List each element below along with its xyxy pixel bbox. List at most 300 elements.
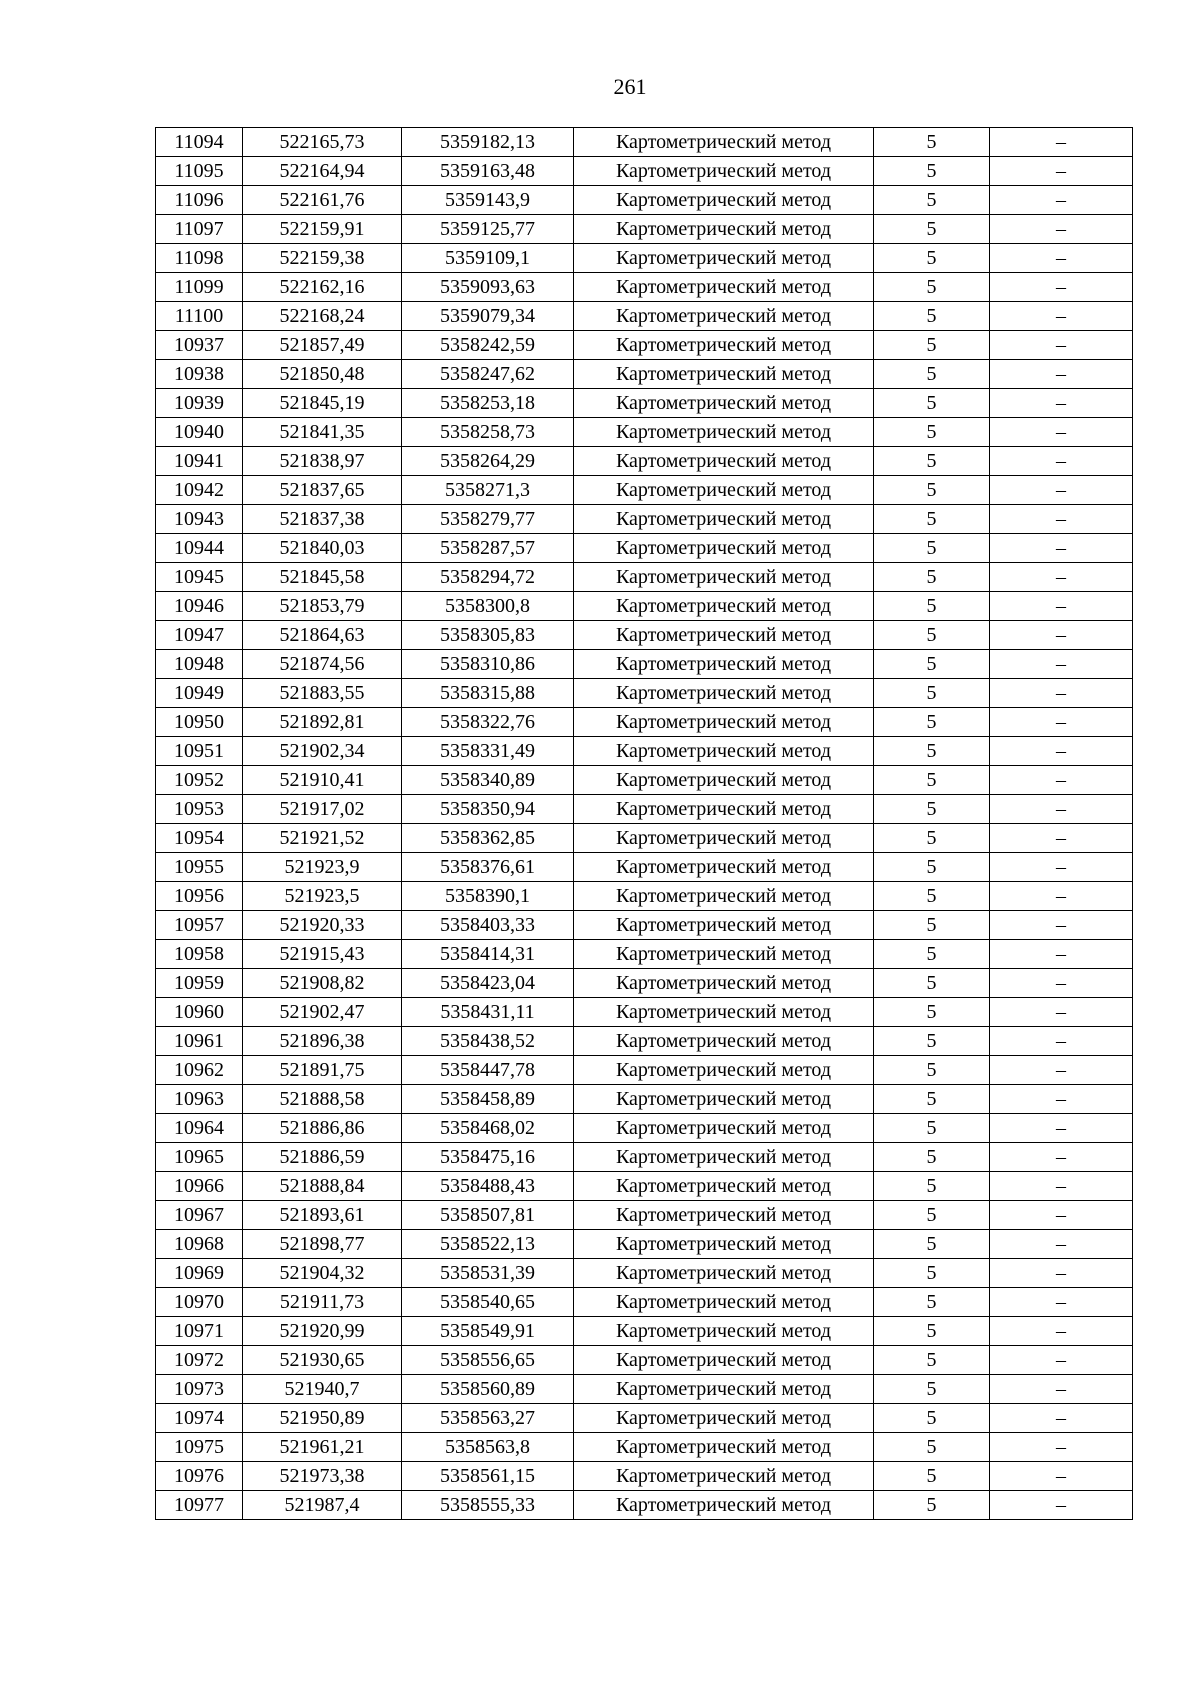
method-cell: Картометрический метод bbox=[574, 505, 874, 534]
point-number-cell: 11097 bbox=[156, 215, 243, 244]
x-coordinate-cell: 521908,82 bbox=[243, 969, 402, 998]
note-cell: – bbox=[990, 911, 1133, 940]
method-cell: Картометрический метод bbox=[574, 1288, 874, 1317]
note-cell: – bbox=[990, 331, 1133, 360]
table-row bbox=[156, 505, 1133, 534]
accuracy-cell: 5 bbox=[874, 1027, 990, 1056]
note-cell: – bbox=[990, 766, 1133, 795]
x-coordinate-cell: 521888,84 bbox=[243, 1172, 402, 1201]
x-coordinate-cell: 521845,58 bbox=[243, 563, 402, 592]
table-row bbox=[156, 1201, 1133, 1230]
table-row bbox=[156, 534, 1133, 563]
point-number-cell: 10945 bbox=[156, 563, 243, 592]
y-coordinate-cell: 5358531,39 bbox=[402, 1259, 574, 1288]
y-coordinate-cell: 5358423,04 bbox=[402, 969, 574, 998]
method-cell: Картометрический метод bbox=[574, 621, 874, 650]
coordinates-table bbox=[155, 127, 1133, 1520]
table-row bbox=[156, 273, 1133, 302]
x-coordinate-cell: 521840,03 bbox=[243, 534, 402, 563]
point-number-cell: 10976 bbox=[156, 1462, 243, 1491]
x-coordinate-cell: 521893,61 bbox=[243, 1201, 402, 1230]
y-coordinate-cell: 5358390,1 bbox=[402, 882, 574, 911]
table-row bbox=[156, 1230, 1133, 1259]
point-number-cell: 10955 bbox=[156, 853, 243, 882]
note-cell: – bbox=[990, 389, 1133, 418]
table-row bbox=[156, 1404, 1133, 1433]
point-number-cell: 10937 bbox=[156, 331, 243, 360]
note-cell: – bbox=[990, 157, 1133, 186]
note-cell: – bbox=[990, 534, 1133, 563]
accuracy-cell: 5 bbox=[874, 1462, 990, 1491]
point-number-cell: 10946 bbox=[156, 592, 243, 621]
accuracy-cell: 5 bbox=[874, 911, 990, 940]
method-cell: Картометрический метод bbox=[574, 1085, 874, 1114]
y-coordinate-cell: 5358458,89 bbox=[402, 1085, 574, 1114]
table-row bbox=[156, 157, 1133, 186]
x-coordinate-cell: 522168,24 bbox=[243, 302, 402, 331]
y-coordinate-cell: 5358350,94 bbox=[402, 795, 574, 824]
note-cell: – bbox=[990, 1259, 1133, 1288]
table-row bbox=[156, 940, 1133, 969]
table-row bbox=[156, 1085, 1133, 1114]
method-cell: Картометрический метод bbox=[574, 1317, 874, 1346]
table-row bbox=[156, 1027, 1133, 1056]
note-cell: – bbox=[990, 1230, 1133, 1259]
accuracy-cell: 5 bbox=[874, 853, 990, 882]
accuracy-cell: 5 bbox=[874, 418, 990, 447]
point-number-cell: 10941 bbox=[156, 447, 243, 476]
point-number-cell: 10967 bbox=[156, 1201, 243, 1230]
point-number-cell: 11099 bbox=[156, 273, 243, 302]
table-row bbox=[156, 1433, 1133, 1462]
y-coordinate-cell: 5358556,65 bbox=[402, 1346, 574, 1375]
point-number-cell: 10940 bbox=[156, 418, 243, 447]
point-number-cell: 10953 bbox=[156, 795, 243, 824]
point-number-cell: 10944 bbox=[156, 534, 243, 563]
point-number-cell: 11098 bbox=[156, 244, 243, 273]
x-coordinate-cell: 522159,91 bbox=[243, 215, 402, 244]
method-cell: Картометрический метод bbox=[574, 853, 874, 882]
table-row bbox=[156, 1288, 1133, 1317]
y-coordinate-cell: 5358563,27 bbox=[402, 1404, 574, 1433]
note-cell: – bbox=[990, 969, 1133, 998]
note-cell: – bbox=[990, 853, 1133, 882]
method-cell: Картометрический метод bbox=[574, 1491, 874, 1520]
y-coordinate-cell: 5358549,91 bbox=[402, 1317, 574, 1346]
accuracy-cell: 5 bbox=[874, 621, 990, 650]
table-row bbox=[156, 1491, 1133, 1520]
accuracy-cell: 5 bbox=[874, 1404, 990, 1433]
note-cell: – bbox=[990, 824, 1133, 853]
point-number-cell: 10961 bbox=[156, 1027, 243, 1056]
note-cell: – bbox=[990, 128, 1133, 157]
accuracy-cell: 5 bbox=[874, 447, 990, 476]
method-cell: Картометрический метод bbox=[574, 563, 874, 592]
method-cell: Картометрический метод bbox=[574, 1201, 874, 1230]
point-number-cell: 10943 bbox=[156, 505, 243, 534]
method-cell: Картометрический метод bbox=[574, 331, 874, 360]
accuracy-cell: 5 bbox=[874, 1433, 990, 1462]
y-coordinate-cell: 5358258,73 bbox=[402, 418, 574, 447]
note-cell: – bbox=[990, 737, 1133, 766]
table-row bbox=[156, 650, 1133, 679]
table-row bbox=[156, 1259, 1133, 1288]
accuracy-cell: 5 bbox=[874, 389, 990, 418]
x-coordinate-cell: 521930,65 bbox=[243, 1346, 402, 1375]
x-coordinate-cell: 521920,33 bbox=[243, 911, 402, 940]
note-cell: – bbox=[990, 1375, 1133, 1404]
point-number-cell: 10964 bbox=[156, 1114, 243, 1143]
x-coordinate-cell: 521841,35 bbox=[243, 418, 402, 447]
x-coordinate-cell: 521911,73 bbox=[243, 1288, 402, 1317]
y-coordinate-cell: 5358555,33 bbox=[402, 1491, 574, 1520]
table-row bbox=[156, 621, 1133, 650]
y-coordinate-cell: 5359163,48 bbox=[402, 157, 574, 186]
x-coordinate-cell: 522164,94 bbox=[243, 157, 402, 186]
x-coordinate-cell: 521883,55 bbox=[243, 679, 402, 708]
accuracy-cell: 5 bbox=[874, 708, 990, 737]
x-coordinate-cell: 521910,41 bbox=[243, 766, 402, 795]
y-coordinate-cell: 5358376,61 bbox=[402, 853, 574, 882]
note-cell: – bbox=[990, 1056, 1133, 1085]
table-row bbox=[156, 1143, 1133, 1172]
y-coordinate-cell: 5358315,88 bbox=[402, 679, 574, 708]
note-cell: – bbox=[990, 679, 1133, 708]
x-coordinate-cell: 521864,63 bbox=[243, 621, 402, 650]
method-cell: Картометрический метод bbox=[574, 766, 874, 795]
method-cell: Картометрический метод bbox=[574, 940, 874, 969]
note-cell: – bbox=[990, 882, 1133, 911]
table-row bbox=[156, 1346, 1133, 1375]
accuracy-cell: 5 bbox=[874, 331, 990, 360]
accuracy-cell: 5 bbox=[874, 650, 990, 679]
y-coordinate-cell: 5358362,85 bbox=[402, 824, 574, 853]
table-row bbox=[156, 853, 1133, 882]
x-coordinate-cell: 521921,52 bbox=[243, 824, 402, 853]
method-cell: Картометрический метод bbox=[574, 1114, 874, 1143]
method-cell: Картометрический метод bbox=[574, 273, 874, 302]
method-cell: Картометрический метод bbox=[574, 1404, 874, 1433]
table-row bbox=[156, 592, 1133, 621]
accuracy-cell: 5 bbox=[874, 1143, 990, 1172]
method-cell: Картометрический метод bbox=[574, 1143, 874, 1172]
table-row bbox=[156, 737, 1133, 766]
note-cell: – bbox=[990, 708, 1133, 737]
y-coordinate-cell: 5358340,89 bbox=[402, 766, 574, 795]
y-coordinate-cell: 5358414,31 bbox=[402, 940, 574, 969]
x-coordinate-cell: 521888,58 bbox=[243, 1085, 402, 1114]
method-cell: Картометрический метод bbox=[574, 447, 874, 476]
x-coordinate-cell: 521904,32 bbox=[243, 1259, 402, 1288]
accuracy-cell: 5 bbox=[874, 505, 990, 534]
table-row bbox=[156, 795, 1133, 824]
y-coordinate-cell: 5358507,81 bbox=[402, 1201, 574, 1230]
method-cell: Картометрический метод bbox=[574, 708, 874, 737]
point-number-cell: 10966 bbox=[156, 1172, 243, 1201]
note-cell: – bbox=[990, 418, 1133, 447]
method-cell: Картометрический метод bbox=[574, 1462, 874, 1491]
note-cell: – bbox=[990, 1404, 1133, 1433]
y-coordinate-cell: 5358488,43 bbox=[402, 1172, 574, 1201]
point-number-cell: 10974 bbox=[156, 1404, 243, 1433]
table-row bbox=[156, 1056, 1133, 1085]
table-row bbox=[156, 1375, 1133, 1404]
note-cell: – bbox=[990, 215, 1133, 244]
accuracy-cell: 5 bbox=[874, 998, 990, 1027]
note-cell: – bbox=[990, 592, 1133, 621]
y-coordinate-cell: 5358468,02 bbox=[402, 1114, 574, 1143]
note-cell: – bbox=[990, 1114, 1133, 1143]
accuracy-cell: 5 bbox=[874, 157, 990, 186]
point-number-cell: 11096 bbox=[156, 186, 243, 215]
x-coordinate-cell: 521891,75 bbox=[243, 1056, 402, 1085]
x-coordinate-cell: 521920,99 bbox=[243, 1317, 402, 1346]
table-row bbox=[156, 215, 1133, 244]
page-number: 261 bbox=[613, 74, 647, 99]
y-coordinate-cell: 5358563,8 bbox=[402, 1433, 574, 1462]
table-row bbox=[156, 824, 1133, 853]
table-row bbox=[156, 1114, 1133, 1143]
method-cell: Картометрический метод bbox=[574, 157, 874, 186]
method-cell: Картометрический метод bbox=[574, 1375, 874, 1404]
accuracy-cell: 5 bbox=[874, 1056, 990, 1085]
accuracy-cell: 5 bbox=[874, 360, 990, 389]
method-cell: Картометрический метод bbox=[574, 389, 874, 418]
x-coordinate-cell: 521902,34 bbox=[243, 737, 402, 766]
accuracy-cell: 5 bbox=[874, 1259, 990, 1288]
accuracy-cell: 5 bbox=[874, 1288, 990, 1317]
x-coordinate-cell: 521874,56 bbox=[243, 650, 402, 679]
point-number-cell: 10958 bbox=[156, 940, 243, 969]
method-cell: Картометрический метод bbox=[574, 244, 874, 273]
note-cell: – bbox=[990, 505, 1133, 534]
method-cell: Картометрический метод bbox=[574, 1056, 874, 1085]
note-cell: – bbox=[990, 795, 1133, 824]
point-number-cell: 10948 bbox=[156, 650, 243, 679]
point-number-cell: 11095 bbox=[156, 157, 243, 186]
method-cell: Картометрический метод bbox=[574, 128, 874, 157]
table-row bbox=[156, 1172, 1133, 1201]
y-coordinate-cell: 5358403,33 bbox=[402, 911, 574, 940]
accuracy-cell: 5 bbox=[874, 244, 990, 273]
note-cell: – bbox=[990, 1346, 1133, 1375]
y-coordinate-cell: 5358264,29 bbox=[402, 447, 574, 476]
method-cell: Картометрический метод bbox=[574, 969, 874, 998]
accuracy-cell: 5 bbox=[874, 1317, 990, 1346]
accuracy-cell: 5 bbox=[874, 186, 990, 215]
accuracy-cell: 5 bbox=[874, 1230, 990, 1259]
x-coordinate-cell: 521892,81 bbox=[243, 708, 402, 737]
table-row bbox=[156, 1317, 1133, 1346]
table-row bbox=[156, 882, 1133, 911]
method-cell: Картометрический метод bbox=[574, 737, 874, 766]
table-row bbox=[156, 911, 1133, 940]
table-row bbox=[156, 244, 1133, 273]
point-number-cell: 10938 bbox=[156, 360, 243, 389]
method-cell: Картометрический метод bbox=[574, 824, 874, 853]
point-number-cell: 10965 bbox=[156, 1143, 243, 1172]
x-coordinate-cell: 521987,4 bbox=[243, 1491, 402, 1520]
note-cell: – bbox=[990, 940, 1133, 969]
y-coordinate-cell: 5358271,3 bbox=[402, 476, 574, 505]
point-number-cell: 10942 bbox=[156, 476, 243, 505]
accuracy-cell: 5 bbox=[874, 1085, 990, 1114]
table-row bbox=[156, 476, 1133, 505]
coordinates-table-body bbox=[156, 128, 1133, 1520]
y-coordinate-cell: 5358322,76 bbox=[402, 708, 574, 737]
note-cell: – bbox=[990, 621, 1133, 650]
table-row bbox=[156, 969, 1133, 998]
table-row bbox=[156, 708, 1133, 737]
x-coordinate-cell: 521850,48 bbox=[243, 360, 402, 389]
note-cell: – bbox=[990, 302, 1133, 331]
accuracy-cell: 5 bbox=[874, 1375, 990, 1404]
note-cell: – bbox=[990, 998, 1133, 1027]
point-number-cell: 10969 bbox=[156, 1259, 243, 1288]
y-coordinate-cell: 5358561,15 bbox=[402, 1462, 574, 1491]
point-number-cell: 10970 bbox=[156, 1288, 243, 1317]
accuracy-cell: 5 bbox=[874, 592, 990, 621]
table-row bbox=[156, 331, 1133, 360]
method-cell: Картометрический метод bbox=[574, 1433, 874, 1462]
point-number-cell: 10949 bbox=[156, 679, 243, 708]
accuracy-cell: 5 bbox=[874, 679, 990, 708]
table-row bbox=[156, 679, 1133, 708]
accuracy-cell: 5 bbox=[874, 824, 990, 853]
x-coordinate-cell: 522159,38 bbox=[243, 244, 402, 273]
method-cell: Картометрический метод bbox=[574, 360, 874, 389]
y-coordinate-cell: 5359182,13 bbox=[402, 128, 574, 157]
y-coordinate-cell: 5358522,13 bbox=[402, 1230, 574, 1259]
method-cell: Картометрический метод bbox=[574, 795, 874, 824]
method-cell: Картометрический метод bbox=[574, 418, 874, 447]
method-cell: Картометрический метод bbox=[574, 1172, 874, 1201]
point-number-cell: 10968 bbox=[156, 1230, 243, 1259]
accuracy-cell: 5 bbox=[874, 1172, 990, 1201]
method-cell: Картометрический метод bbox=[574, 476, 874, 505]
point-number-cell: 10954 bbox=[156, 824, 243, 853]
table-row bbox=[156, 418, 1133, 447]
y-coordinate-cell: 5359109,1 bbox=[402, 244, 574, 273]
note-cell: – bbox=[990, 1027, 1133, 1056]
note-cell: – bbox=[990, 186, 1133, 215]
y-coordinate-cell: 5358438,52 bbox=[402, 1027, 574, 1056]
table-row bbox=[156, 128, 1133, 157]
accuracy-cell: 5 bbox=[874, 1114, 990, 1143]
y-coordinate-cell: 5358447,78 bbox=[402, 1056, 574, 1085]
accuracy-cell: 5 bbox=[874, 1201, 990, 1230]
x-coordinate-cell: 521837,38 bbox=[243, 505, 402, 534]
x-coordinate-cell: 521950,89 bbox=[243, 1404, 402, 1433]
note-cell: – bbox=[990, 1172, 1133, 1201]
x-coordinate-cell: 521857,49 bbox=[243, 331, 402, 360]
y-coordinate-cell: 5358560,89 bbox=[402, 1375, 574, 1404]
accuracy-cell: 5 bbox=[874, 302, 990, 331]
y-coordinate-cell: 5358310,86 bbox=[402, 650, 574, 679]
x-coordinate-cell: 521923,9 bbox=[243, 853, 402, 882]
accuracy-cell: 5 bbox=[874, 1346, 990, 1375]
x-coordinate-cell: 522162,16 bbox=[243, 273, 402, 302]
y-coordinate-cell: 5359143,9 bbox=[402, 186, 574, 215]
method-cell: Картометрический метод bbox=[574, 679, 874, 708]
table-row bbox=[156, 998, 1133, 1027]
y-coordinate-cell: 5358247,62 bbox=[402, 360, 574, 389]
point-number-cell: 10956 bbox=[156, 882, 243, 911]
point-number-cell: 10972 bbox=[156, 1346, 243, 1375]
accuracy-cell: 5 bbox=[874, 1491, 990, 1520]
method-cell: Картометрический метод bbox=[574, 650, 874, 679]
accuracy-cell: 5 bbox=[874, 476, 990, 505]
x-coordinate-cell: 521886,86 bbox=[243, 1114, 402, 1143]
accuracy-cell: 5 bbox=[874, 969, 990, 998]
x-coordinate-cell: 521838,97 bbox=[243, 447, 402, 476]
method-cell: Картометрический метод bbox=[574, 302, 874, 331]
y-coordinate-cell: 5358294,72 bbox=[402, 563, 574, 592]
accuracy-cell: 5 bbox=[874, 128, 990, 157]
y-coordinate-cell: 5359079,34 bbox=[402, 302, 574, 331]
method-cell: Картометрический метод bbox=[574, 592, 874, 621]
note-cell: – bbox=[990, 1143, 1133, 1172]
table-row bbox=[156, 1462, 1133, 1491]
x-coordinate-cell: 521837,65 bbox=[243, 476, 402, 505]
y-coordinate-cell: 5358305,83 bbox=[402, 621, 574, 650]
y-coordinate-cell: 5358300,8 bbox=[402, 592, 574, 621]
x-coordinate-cell: 521915,43 bbox=[243, 940, 402, 969]
accuracy-cell: 5 bbox=[874, 563, 990, 592]
y-coordinate-cell: 5358431,11 bbox=[402, 998, 574, 1027]
method-cell: Картометрический метод bbox=[574, 215, 874, 244]
y-coordinate-cell: 5358242,59 bbox=[402, 331, 574, 360]
note-cell: – bbox=[990, 1491, 1133, 1520]
table-row bbox=[156, 389, 1133, 418]
method-cell: Картометрический метод bbox=[574, 534, 874, 563]
point-number-cell: 10947 bbox=[156, 621, 243, 650]
x-coordinate-cell: 522161,76 bbox=[243, 186, 402, 215]
x-coordinate-cell: 522165,73 bbox=[243, 128, 402, 157]
x-coordinate-cell: 521886,59 bbox=[243, 1143, 402, 1172]
table-row bbox=[156, 360, 1133, 389]
x-coordinate-cell: 521917,02 bbox=[243, 795, 402, 824]
y-coordinate-cell: 5359125,77 bbox=[402, 215, 574, 244]
point-number-cell: 10950 bbox=[156, 708, 243, 737]
note-cell: – bbox=[990, 650, 1133, 679]
y-coordinate-cell: 5358279,77 bbox=[402, 505, 574, 534]
note-cell: – bbox=[990, 563, 1133, 592]
x-coordinate-cell: 521898,77 bbox=[243, 1230, 402, 1259]
point-number-cell: 10959 bbox=[156, 969, 243, 998]
y-coordinate-cell: 5358253,18 bbox=[402, 389, 574, 418]
note-cell: – bbox=[990, 447, 1133, 476]
note-cell: – bbox=[990, 244, 1133, 273]
x-coordinate-cell: 521923,5 bbox=[243, 882, 402, 911]
note-cell: – bbox=[990, 1462, 1133, 1491]
y-coordinate-cell: 5358475,16 bbox=[402, 1143, 574, 1172]
note-cell: – bbox=[990, 1317, 1133, 1346]
accuracy-cell: 5 bbox=[874, 882, 990, 911]
method-cell: Картометрический метод bbox=[574, 1346, 874, 1375]
table-row bbox=[156, 766, 1133, 795]
point-number-cell: 10951 bbox=[156, 737, 243, 766]
point-number-cell: 10973 bbox=[156, 1375, 243, 1404]
accuracy-cell: 5 bbox=[874, 795, 990, 824]
y-coordinate-cell: 5359093,63 bbox=[402, 273, 574, 302]
point-number-cell: 10960 bbox=[156, 998, 243, 1027]
point-number-cell: 10977 bbox=[156, 1491, 243, 1520]
x-coordinate-cell: 521902,47 bbox=[243, 998, 402, 1027]
accuracy-cell: 5 bbox=[874, 534, 990, 563]
accuracy-cell: 5 bbox=[874, 737, 990, 766]
accuracy-cell: 5 bbox=[874, 273, 990, 302]
